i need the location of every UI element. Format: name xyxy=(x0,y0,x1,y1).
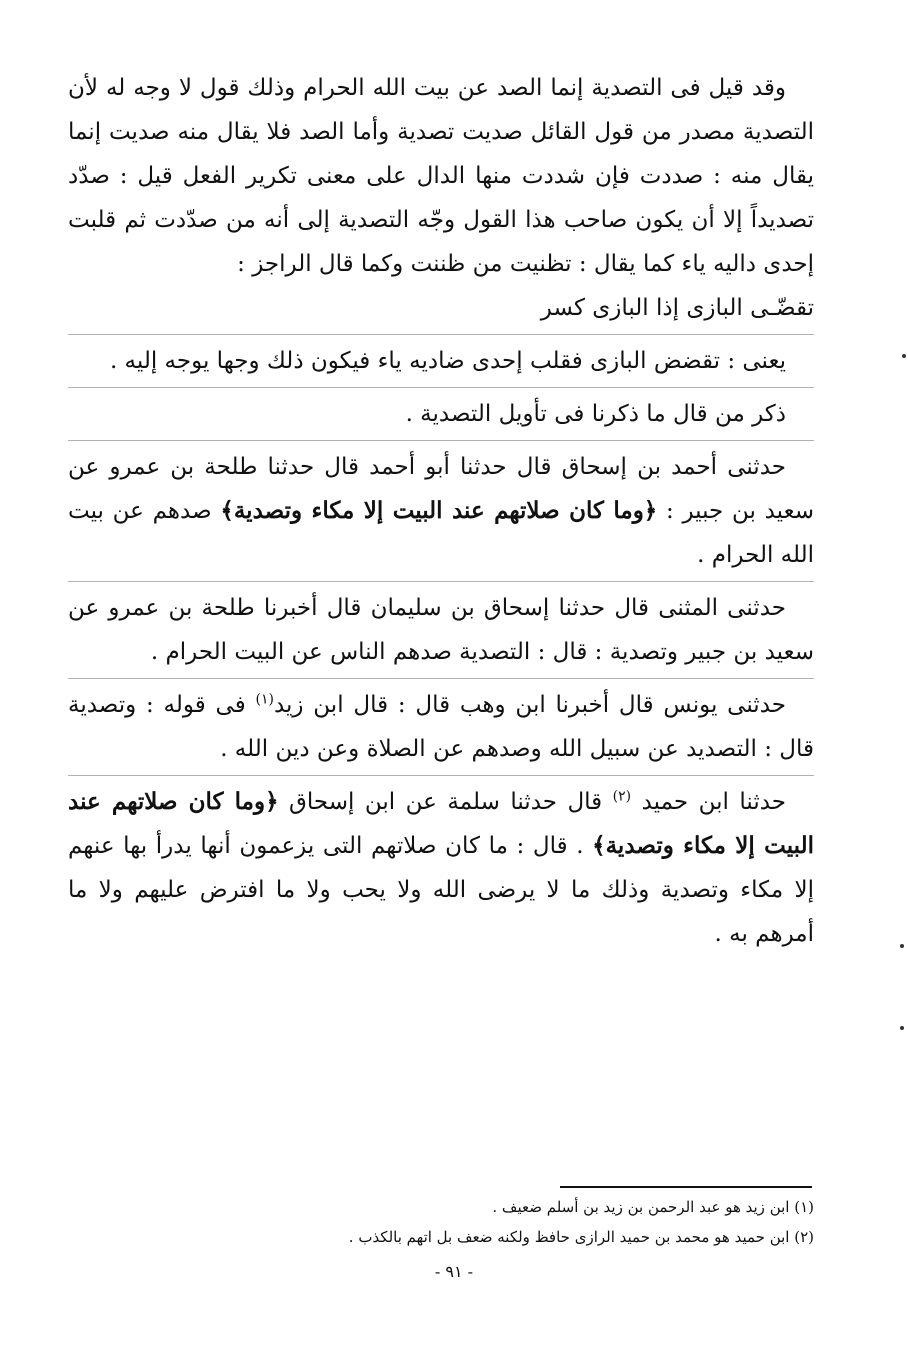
page-number: - ٩١ - xyxy=(434,1262,474,1281)
quran-quote: ﴿وما كان صلاتهم عند البيت إلا مكاء وتصدية﴾ xyxy=(68,788,814,859)
paragraph-2: يعنى : تقضض البازى فقلب إحدى ضاديه ياء فيكون ذلك وجها يوجه إليه . xyxy=(109,348,786,374)
footnote-ref-2: (٢) xyxy=(612,788,632,805)
separator-line xyxy=(68,334,814,335)
footnote-ref-1: (١) xyxy=(255,691,274,708)
separator-line xyxy=(68,440,814,441)
paragraph-7 xyxy=(68,780,814,956)
paragraph-4 xyxy=(68,445,814,577)
paragraph-6-before: حدثنى يونس قال أخبرنا ابن وهب قال : قال ابن زيد xyxy=(273,692,786,718)
paragraph-5: حدثنى المثنى قال حدثنا إسحاق بن سليمان قال أخبرنا طلحة بن عمرو عن سعيد بن جبير وتصدية : قال : التصدية صدهم الناس عن البيت الحرام . xyxy=(68,595,814,665)
poetry-verse: تقضّـى البازى إذا البازى كسر xyxy=(540,295,814,321)
paragraph-6-after: فى قوله : وتصدية قال : التصديد عن سبيل الله وصدهم عن الصلاة وعن دين الله . xyxy=(68,692,814,762)
footnote-1: (١) ابن زيد هو عبد الرحمن بن زيد بن أسلم ضعيف . xyxy=(492,1198,814,1216)
separator-line xyxy=(68,775,814,776)
scan-mark xyxy=(900,944,904,948)
separator-line xyxy=(68,581,814,582)
separator-line xyxy=(68,387,814,388)
paragraph-3: ذكر من قال ما ذكرنا فى تأويل التصدية . xyxy=(405,401,786,427)
paragraph-6 xyxy=(68,683,814,771)
scan-mark xyxy=(902,354,906,358)
paragraph-4-before: حدثنى أحمد بن إسحاق قال حدثنا أبو أحمد قال حدثنا طلحة بن عمرو عن سعيد بن جبير : xyxy=(68,454,814,524)
quran-quote: ﴿وما كان صلاتهم عند البيت إلا مكاء وتصدية﴾ xyxy=(220,497,658,524)
separator-line xyxy=(68,678,814,679)
footnote-rule xyxy=(560,1186,812,1188)
paragraph-7-middle: قال حدثنا سلمة عن ابن إسحاق xyxy=(278,789,613,815)
paragraph-7-after: . قال : ما كان صلاتهم التى يزعمون أنها يدرأ بها عنهم إلا مكاء وتصدية وذلك ما لا يرضى الله ولا يحب ولا ما افترض عليهم ولا ما أمرهم به . xyxy=(68,833,814,947)
paragraph-7-before: حدثنا ابن حميد xyxy=(631,789,787,815)
scan-mark xyxy=(900,1026,904,1030)
main-text xyxy=(68,66,814,956)
footnote-2: (٢) ابن حميد هو محمد بن حميد الرازى حافظ ولكنه ضعف بل اتهم بالكذب . xyxy=(348,1228,814,1246)
footnotes xyxy=(68,1192,814,1252)
paragraph-1: وقد قيل فى التصدية إنما الصد عن بيت الله الحرام وذلك قول لا وجه له لأن التصدية مصدر من قول القائل صديت تصدية وأما الصد فلا يقال منه صديت إنما يقال منه : صددت فإن شددت منها الدال على معنى تكرير الفعل قيل : صدّد تصديداً إلا أن يكون صاحب هذا القول وجّه التصدية إلى أنه من صدّدت ثم قلبت إحدى داليه ياء كما يقال : تظنيت من ظننت وكما قال الراجز : xyxy=(68,75,814,277)
paragraph-4-after: صدهم عن بيت الله الحرام . xyxy=(68,498,814,568)
